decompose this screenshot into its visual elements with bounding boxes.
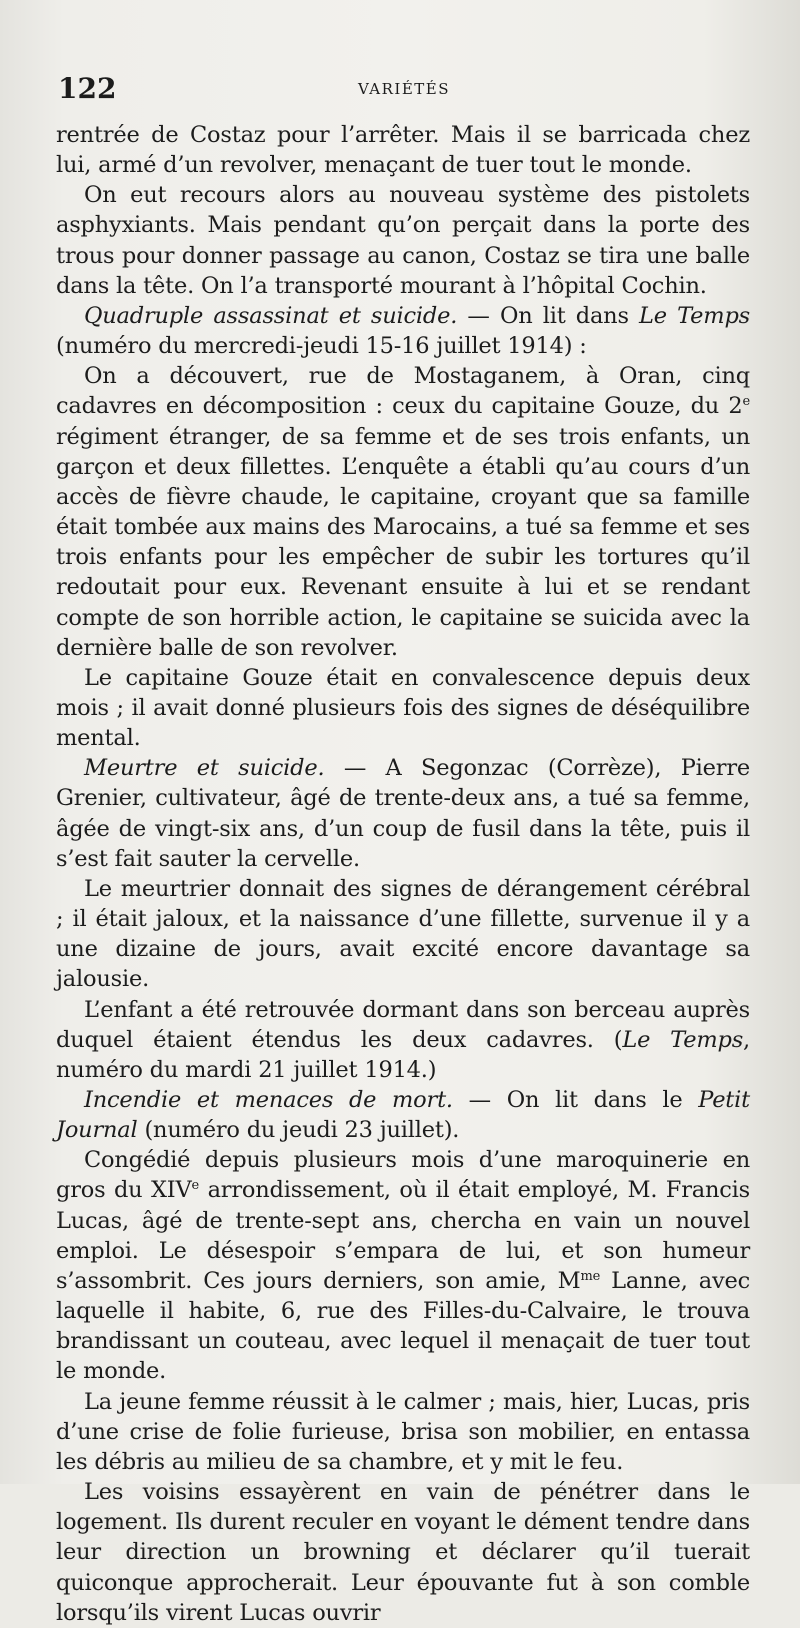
text-run: Le meurtrier donnait des signes de dérangement cérébral ; il était jaloux, et la naissance d’une fillette, survenue il y a une dizaine de jours, avait excité encore davantage sa jalousie. [56,875,750,993]
paragraph-p6 [56,753,750,874]
page-header [52,72,756,108]
page-number: 122 [58,72,117,105]
italic-text: Petit Journal [56,1087,750,1144]
text-run: Les voisins essayèrent en vain de pénétrer dans le logement. Ils durent reculer en voyant le dément tendre dans leur direction un browning et déclarer qu’il tuerait quiconque approcherait. Leur épouvante fut à son comble lorsqu’ils virent Lucas ouvrir [56,1479,750,1626]
text-run: L’enfant a été retrouvée dormant dans son berceau auprès duquel étaient étendus les deux cadavres. ( [56,996,750,1053]
body-text [56,120,750,1628]
text-run: — A Segonzac (Corrèze), Pierre Grenier, cultivateur, âgé de trente-deux ans, a tué sa femme, âgée de vingt-six ans, d’un coup de fusil dans la tête, puis il s’est fait sauter la cervelle. [56,755,750,872]
superscript: me [580,1268,601,1284]
superscript: e [191,1178,200,1194]
paragraph-p11 [56,1387,750,1477]
italic-text: Le Temps [622,1026,744,1053]
text-run: — On lit dans [457,302,640,329]
italic-text: Le Temps [639,302,750,329]
text-run: arrondissement, où il était employé, M. Francis Lucas, âgé de trente-sept ans, chercha en vain un nouvel emploi. Le désespoir s’empara de lui, et son humeur s’assombrit. Ces jours derniers, son amie, M [56,1177,750,1294]
paragraph-p7 [56,874,750,995]
italic-text: Meurtre et suicide. [84,755,325,782]
text-run: Le capitaine Gouze était en convalescence depuis deux mois ; il avait donné plusieurs fois des signes de déséquilibre mental. [56,664,750,752]
running-title: VARIÉTÉS [357,80,451,98]
paragraph-p1 [56,120,750,180]
text-run: , numéro du mardi 21 juillet 1914.) [56,1026,750,1083]
italic-text: Incendie et menaces de mort. [84,1087,453,1113]
paragraph-p5 [56,663,750,753]
text-run: On a découvert, rue de Mostaganem, à Oran, cinq cadavres en décomposition : ceux du capitaine Gouze, du 2 [56,363,750,420]
paragraph-p2 [56,180,750,301]
text-run: régiment étranger, de sa femme et de ses trois enfants, un garçon et deux fillettes. L’enquête a établi qu’au cours d’un accès de fièvre chaude, le capitaine, croyant que sa famille était tombée aux mains des Marocains, a tué sa femme et ses trois enfants pour les empêcher de subir les tortures qu’il redoutait pour eux. Revenant ensuite à lui et se rendant compte de son horrible action, le capitaine se suicida avec la dernière balle de son revolver. [56,423,750,661]
text-run: On eut recours alors au nouveau système des pistolets asphyxiants. Mais pendant qu’on perçait dans la porte des trous pour donner passage au canon, Costaz se tira une balle dans la tête. On l’a transporté mourant à l’hôpital Cochin. [56,182,750,299]
paragraph-p10 [56,1145,750,1386]
text-run: Congédié depuis plusieurs mois d’une maroquinerie en gros du XIV [56,1147,750,1204]
text-run: (numéro du mercredi-jeudi 15-16 juillet 1914) : [56,333,587,360]
text-run: rentrée de Costaz pour l’arrêter. Mais il se barricada chez lui, armé d’un revolver, menaçant de tuer tout le monde. [56,122,750,179]
paragraph-p12 [56,1477,750,1628]
text-run: La jeune femme réussit à le calmer ; mais, hier, Lucas, pris d’une crise de folie furieuse, brisa son mobilier, en entassa les débris au milieu de sa chambre, et y mit le feu. [56,1388,750,1475]
paragraph-p8 [56,995,750,1085]
text-run: Lanne, avec laquelle il habite, 6, rue des Filles-du-Calvaire, le trouva brandissant un couteau, avec lequel il menaçait de tuer tout le monde. [56,1267,750,1385]
superscript: e [742,394,750,410]
italic-text: Quadruple assassinat et suicide. [84,302,458,329]
paragraph-p9 [56,1085,750,1145]
text-run: (numéro du jeudi 23 juillet). [137,1117,460,1144]
text-run: — On lit dans le [452,1087,699,1113]
paragraph-p4 [56,361,750,663]
paragraph-p3 [56,301,750,361]
